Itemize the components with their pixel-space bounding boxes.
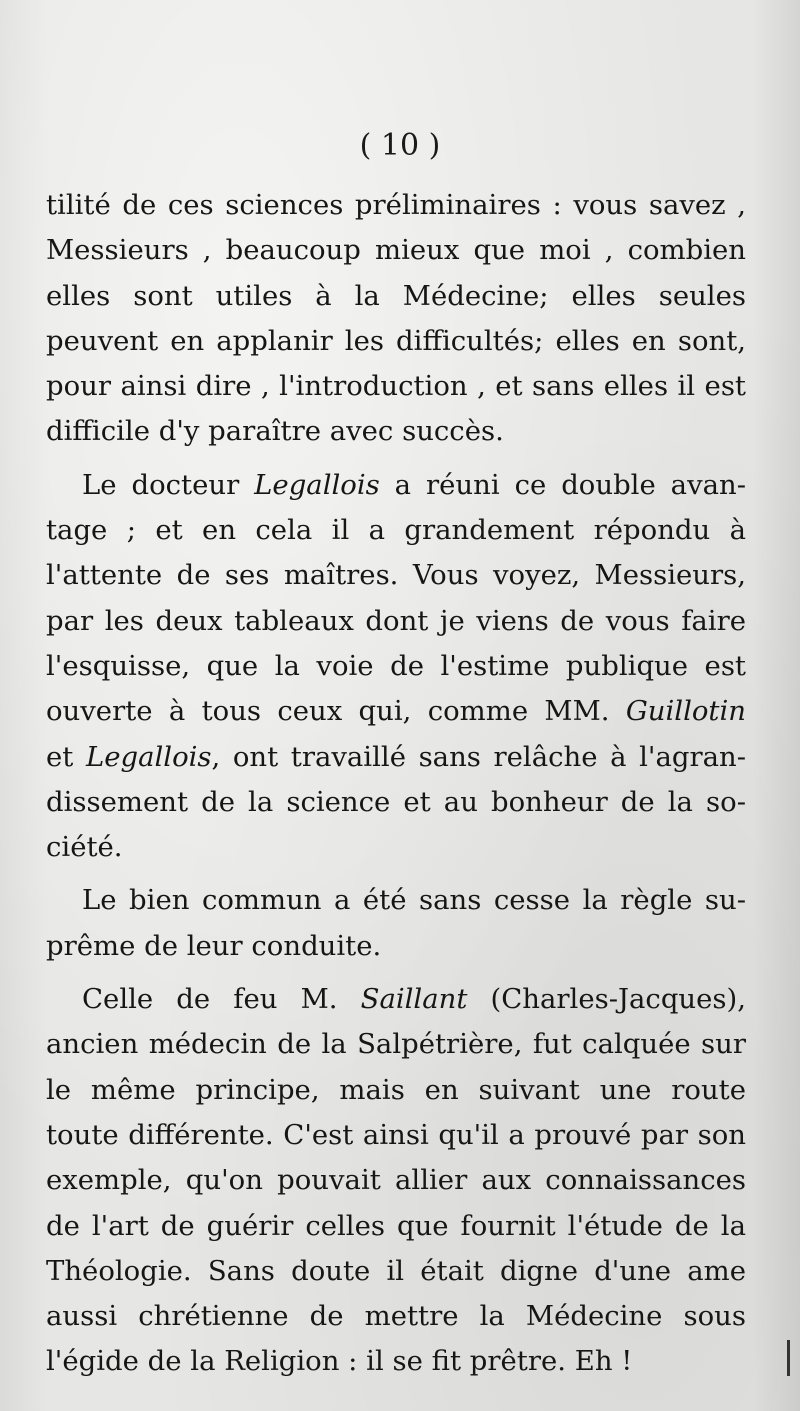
line-text: Le docteur	[82, 468, 255, 501]
text-line	[46, 463, 746, 508]
paragraph-gap	[46, 455, 746, 463]
line-text: ouverte à tous ceux qui, comme MM.	[46, 695, 626, 728]
line-text: peuvent en applanir les difficultés; elles en sont,	[46, 324, 746, 357]
line-text: l'égide de la Religion : il se fit prêtre. Eh !	[46, 1345, 633, 1378]
line-text: toute différente. C'est ainsi qu'il a prouvé par son	[46, 1118, 746, 1151]
text-line	[46, 1339, 746, 1384]
paragraph-gap	[46, 870, 746, 878]
text-line	[46, 1204, 746, 1249]
line-text: dissement de la science et au bonheur de la so-	[46, 785, 746, 818]
paragraph	[46, 183, 746, 455]
text-line	[46, 553, 746, 598]
line-text: elles sont utiles à la Médecine; elles seules	[46, 279, 746, 312]
paragraph	[46, 878, 746, 969]
text-line	[46, 599, 746, 644]
line-text: Celle de feu M.	[82, 983, 361, 1016]
text-line	[46, 364, 746, 409]
text-line	[46, 409, 746, 454]
line-text: l'esquisse, que la voie de l'estime publique est	[46, 649, 746, 682]
line-text: Le bien commun a été sans cesse la règle su-	[82, 884, 746, 917]
text-line	[46, 1158, 746, 1203]
page-number: ( 10 )	[359, 128, 441, 163]
text-line	[46, 735, 746, 780]
line-text: aussi chrétienne de mettre la Médecine sous	[46, 1300, 746, 1333]
margin-mark	[787, 1340, 790, 1376]
line-text: ciété.	[46, 831, 123, 864]
line-text: et	[46, 740, 86, 773]
italic-name: Legallois	[254, 468, 380, 501]
text-line	[46, 1068, 746, 1113]
italic-name: Saillant	[360, 983, 468, 1016]
paragraph	[46, 977, 746, 1385]
italic-name: Guillotin	[625, 695, 746, 728]
text-line	[46, 825, 746, 870]
line-text: par les deux tableaux dont je viens de vous faire	[46, 604, 746, 637]
text-line	[46, 1249, 746, 1294]
text-line	[46, 183, 746, 228]
line-text: l'attente de ses maîtres. Vous voyez, Messieurs,	[46, 559, 746, 592]
text-line	[46, 274, 746, 319]
text-line	[46, 228, 746, 273]
text-line	[46, 508, 746, 553]
line-text: pour ainsi dire , l'introduction , et sans elles il est	[46, 370, 746, 403]
line-text: le même principe, mais en suivant une route	[46, 1073, 746, 1106]
line-text: prême de leur conduite.	[46, 929, 382, 962]
text-line	[46, 1113, 746, 1158]
text-line	[46, 689, 746, 734]
line-text: exemple, qu'on pouvait allier aux connaissances	[46, 1164, 746, 1197]
text-line	[46, 319, 746, 364]
text-line	[46, 780, 746, 825]
text-line	[46, 1294, 746, 1339]
line-text: a réuni ce double avan-	[379, 468, 746, 501]
line-text: de l'art de guérir celles que fournit l'étude de la	[46, 1209, 746, 1242]
italic-name: Legallois	[85, 740, 212, 773]
line-text: Théologie. Sans doute il était digne d'une ame	[46, 1254, 746, 1287]
line-text: (Charles-Jacques),	[467, 983, 746, 1016]
line-text: tilité de ces sciences préliminaires : vous savez ,	[46, 189, 746, 221]
text-line	[46, 644, 746, 689]
paragraph	[46, 463, 746, 871]
line-text: ancien médecin de la Salpétrière, fut calquée sur	[46, 1028, 746, 1061]
paragraph-gap	[46, 969, 746, 977]
text-line	[46, 1022, 746, 1067]
line-text: tage ; et en cela il a grandement répondu à	[46, 514, 746, 547]
line-text: difficile d'y paraître avec succès.	[46, 415, 504, 448]
text-line	[46, 878, 746, 923]
text-line	[46, 924, 746, 969]
text-line	[46, 977, 746, 1022]
line-text: , ont travaillé sans relâche à l'agran-	[211, 740, 746, 773]
line-text: Messieurs , beaucoup mieux que moi , combien	[46, 234, 746, 267]
body-text	[46, 183, 746, 1385]
